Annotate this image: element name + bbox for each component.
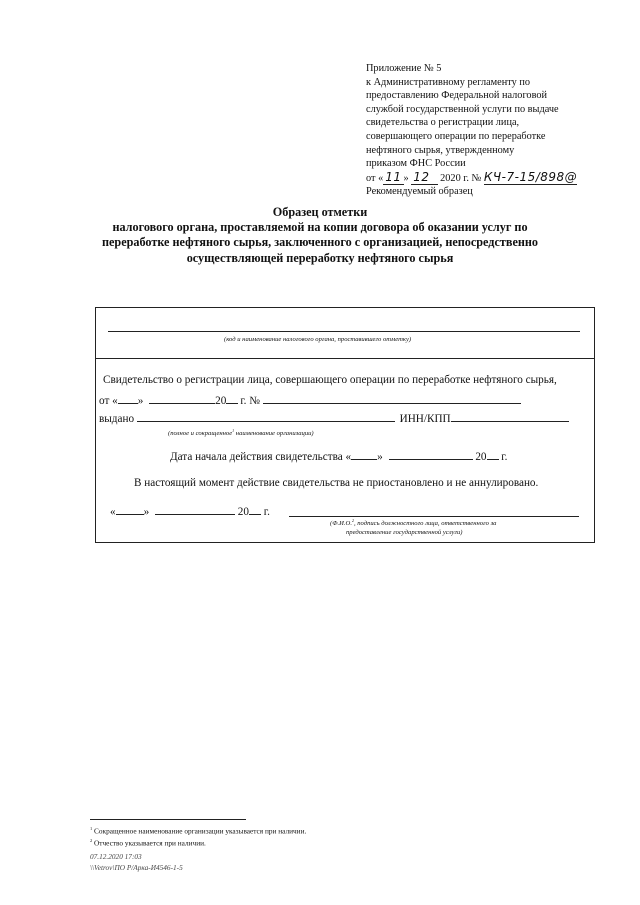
appendix-line: приказом ФНС России [366, 158, 466, 170]
order-day: 11 [385, 169, 402, 184]
tax-authority-line [108, 331, 580, 332]
title-line: налогового органа, проставляемой на копии договора об оказании услуг по [112, 220, 528, 235]
order-date-line: от « 11 » 12 2020 г. № КЧ-7-15/898@ [366, 169, 578, 184]
official-caption: (Ф.И.О.$^2$, подпись должностного лица, ответственного за [330, 518, 497, 528]
appendix-line: нефтяного сырья, утвержденному [366, 144, 515, 156]
title-line: осуществляющей переработку нефтяного сырья [186, 250, 454, 265]
certificate-status-text: В настоящий момент действие свидетельства не приостановлено и не аннулировано. [134, 477, 539, 489]
footnote-1: $^1$ Сокращенное наименование организации указывается при наличии. [90, 826, 307, 836]
signature-date-row: « » 20 г. [110, 506, 270, 518]
footnote-rule [90, 819, 246, 820]
appendix-line: к Административному регламенту по [366, 76, 530, 88]
recommended-label: Рекомендуемый образец [366, 186, 473, 198]
appendix-line: совершающего операции по переработке [366, 130, 546, 142]
start-date-row: Дата начала действия свидетельства « » 20 г. [170, 451, 508, 463]
issued-row: выдано ИНН/КПП [99, 413, 569, 425]
certificate-text: Свидетельство о регистрации лица, совершающего операции по переработке нефтяного сырья, [103, 374, 557, 386]
tax-authority-caption: (код и наименование налогового органа, проставившего отметку) [224, 336, 412, 343]
print-timestamp: 07.12.2020 17:03 [90, 852, 142, 861]
footnote-2: $^2$ Отчество указывается при наличии. [90, 838, 206, 848]
appendix-line: предоставлению Федеральной налоговой [366, 90, 548, 102]
appendix-line: службой государственной услуги по выдаче [366, 103, 559, 115]
order-month: 12 [411, 170, 437, 185]
stamp-form-frame [95, 307, 595, 543]
official-caption-2: предоставление государственной услуги) [346, 529, 463, 536]
frame-separator [96, 358, 594, 359]
appendix-line: Приложение № 5 [366, 63, 442, 74]
appendix-line: свидетельства о регистрации лица, [366, 117, 520, 129]
document-title [60, 205, 580, 266]
appendix-block [366, 62, 606, 199]
file-path: \\Vetrov\ПО Р/Арка-И4546-1-5 [90, 863, 183, 872]
order-number: КЧ-7-15/898@ [483, 169, 578, 184]
organization-caption: (полное и сокращенное$^1$ наименование организации) [168, 428, 314, 438]
certificate-date-row: от « » 20 г. № [99, 395, 521, 407]
title-line: переработке нефтяного сырья, заключенного с организацией, непосредственно [102, 235, 538, 250]
title-line: Образец отметки [272, 205, 368, 219]
official-signature-line [289, 516, 579, 517]
